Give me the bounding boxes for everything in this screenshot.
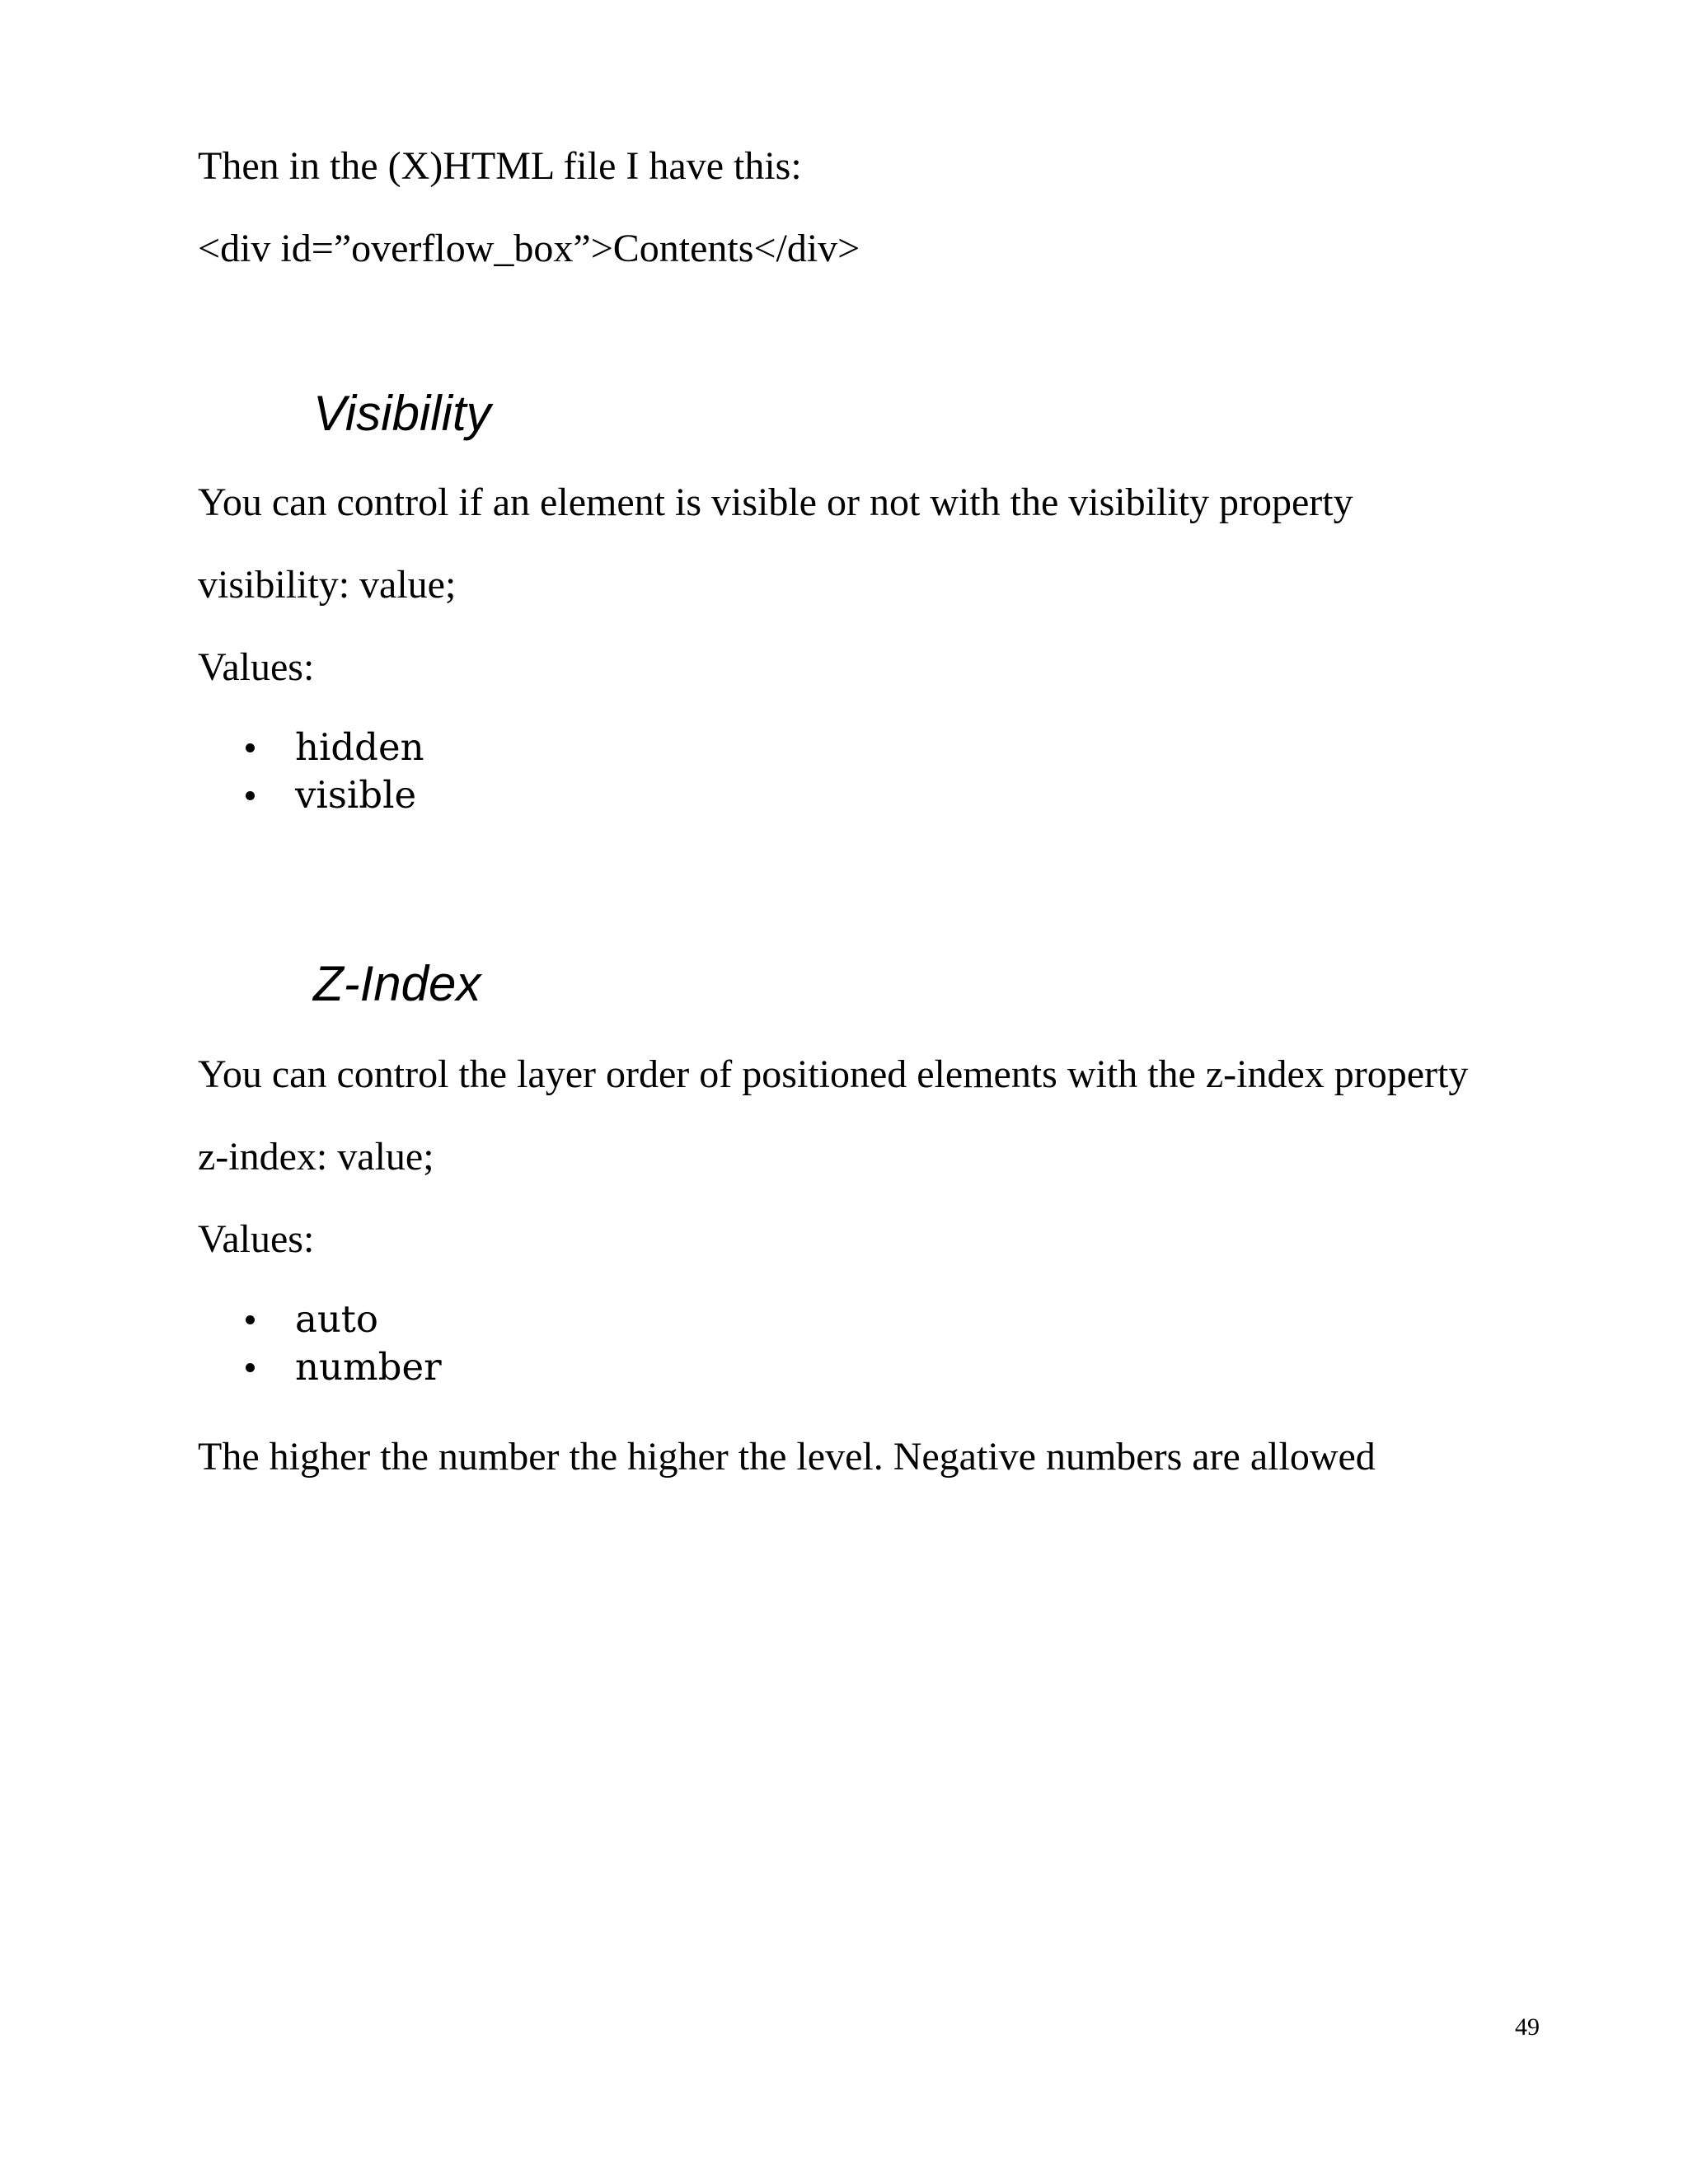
- bullet-icon: [246, 1363, 255, 1372]
- list-item-text: auto: [295, 1297, 378, 1341]
- z-index-values-label: Values:: [198, 1217, 315, 1261]
- z-index-syntax: z-index: value;: [198, 1135, 434, 1179]
- list-item: [239, 771, 424, 819]
- intro-text: Then in the (X)HTML file I have this:: [198, 144, 802, 188]
- list-item-text: hidden: [295, 725, 424, 769]
- list-item: [239, 724, 424, 771]
- visibility-values-list: [239, 724, 424, 819]
- z-index-note: The higher the number the higher the level. Negative numbers are allowed: [198, 1435, 1376, 1479]
- code-example: <div id=”overflow_box”>Contents</div>: [198, 227, 860, 270]
- visibility-syntax: visibility: value;: [198, 563, 457, 607]
- list-item: [239, 1343, 442, 1391]
- visibility-values-label: Values:: [198, 645, 315, 689]
- page-number: 49: [1515, 2013, 1540, 2041]
- list-item: [239, 1296, 442, 1343]
- z-index-values-list: [239, 1296, 442, 1391]
- bullet-icon: [246, 1315, 255, 1324]
- section-heading-z-index: Z-Index: [313, 956, 481, 1011]
- visibility-description: You can control if an element is visible or not with the visibility property: [198, 480, 1353, 524]
- section-heading-visibility: Visibility: [313, 386, 491, 441]
- bullet-icon: [246, 743, 255, 752]
- bullet-icon: [246, 791, 255, 800]
- z-index-description: You can control the layer order of positioned elements with the z-index property: [198, 1052, 1469, 1096]
- list-item-text: visible: [295, 773, 417, 817]
- list-item-text: number: [295, 1345, 442, 1389]
